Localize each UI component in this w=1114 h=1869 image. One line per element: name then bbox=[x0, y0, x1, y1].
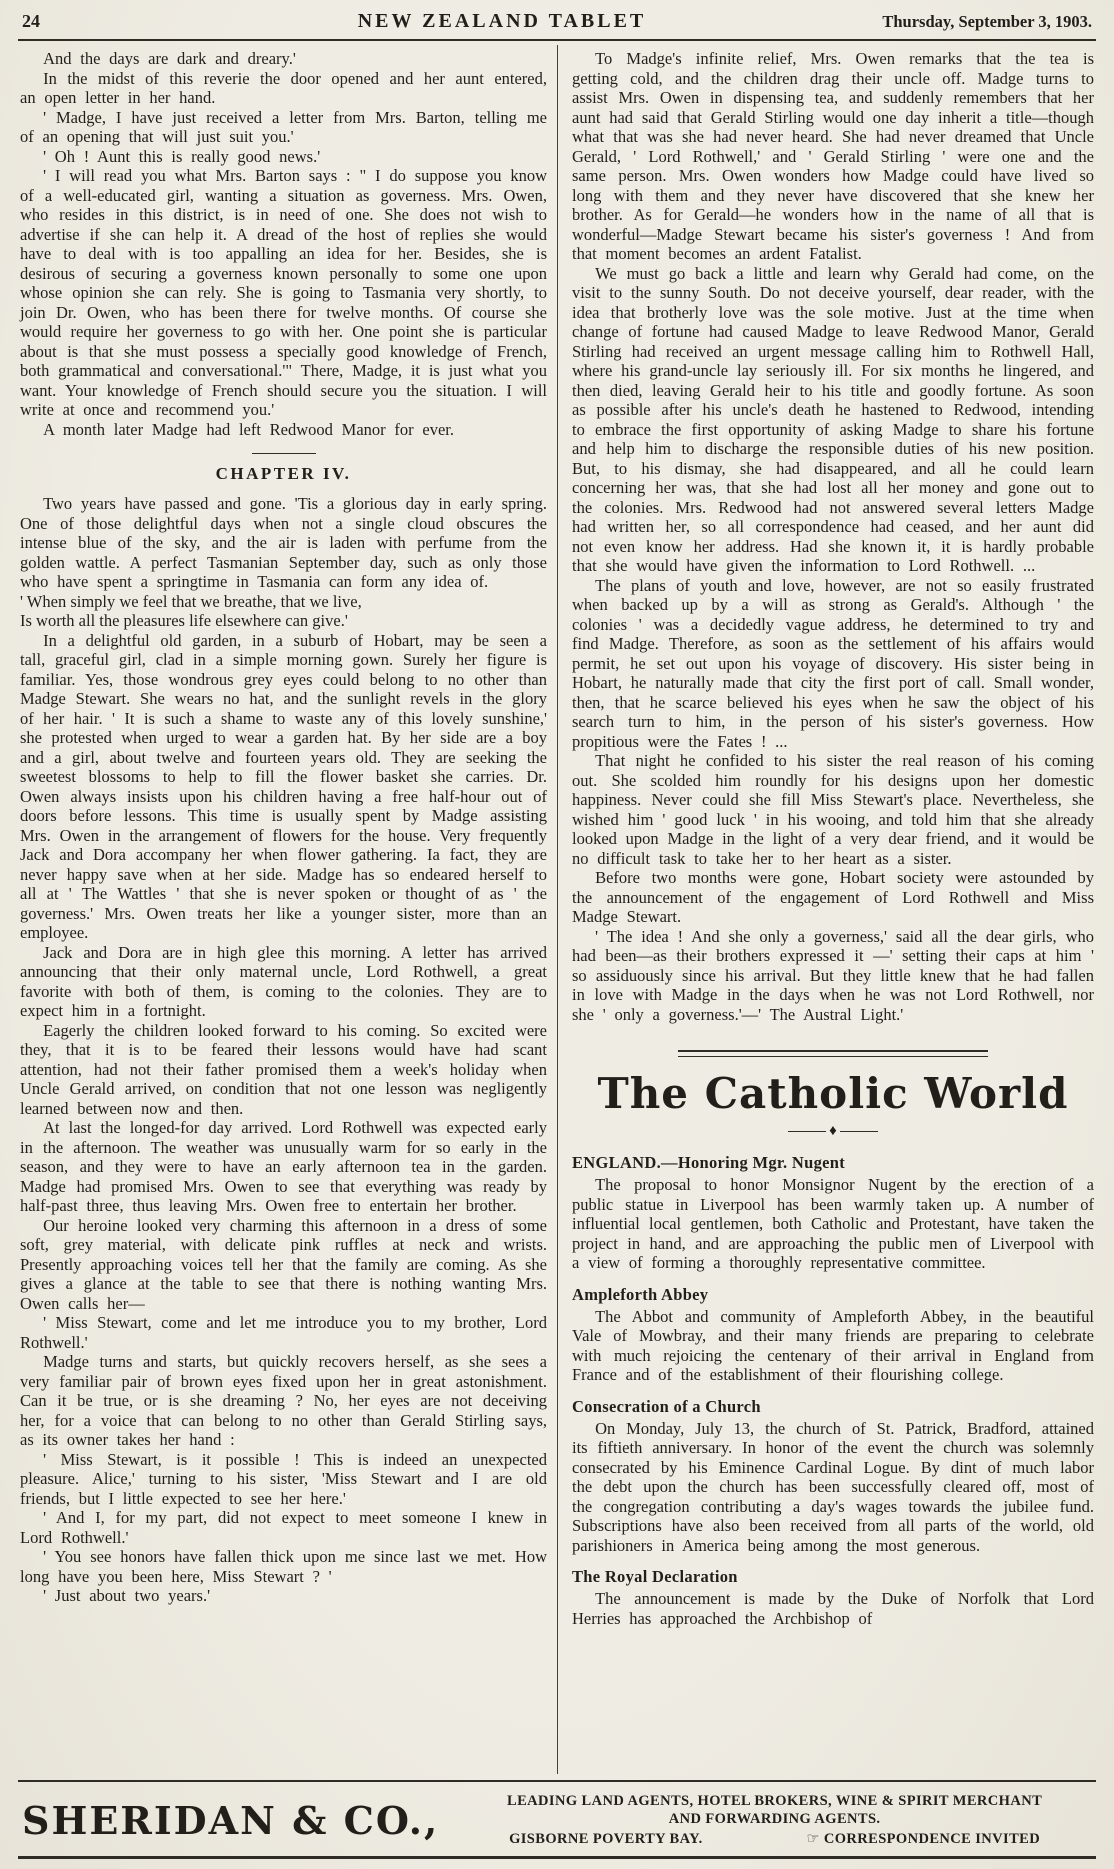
advertiser-name: SHERIDAN & CO., bbox=[22, 1797, 440, 1843]
ad-correspondence-label: CORRESPONDENCE INVITED bbox=[823, 1831, 1041, 1847]
catholic-world-title: The Catholic World bbox=[597, 1069, 1069, 1118]
section-paragraph: The announcement is made by the Duke of Norfolk that Lord Herries has approached the Archbishop of bbox=[572, 1589, 1094, 1628]
paragraph: ' Oh ! Aunt this is really good news.' bbox=[43, 146, 321, 166]
section-paragraph: On Monday, July 13, the church of St. Patrick, Bradford, attained its fiftieth anniversary. In honor of the event the church was solemnly consecrated by his Eminence Cardinal Logue. By dint of much labor the debt upon the church has been successfully cleared off, most of the congregation contributing a day's wages towards the jubilee fund. Subscriptions have also been received from all parts of the world, old parishioners in America being among the most generous. bbox=[572, 1418, 1094, 1555]
diamond-ornament bbox=[572, 1124, 1094, 1139]
paragraph: Madge turns and starts, but quickly recovers herself, as she sees a very familiar pair of brown eyes fixed upon her in great astonishment. Can it be true, or is she dreaming ? No, her eyes are not deceiving her, for a voice that can belong to no other than Gerald Stirling says, as its owner takes her hand : bbox=[20, 1352, 547, 1449]
diamond-icon: ♦ bbox=[829, 1123, 837, 1139]
verse-line: Is worth all the pleasures life elsewhere can give.' bbox=[20, 611, 348, 630]
ad-location: GISBORNE POVERTY BAY. bbox=[509, 1831, 703, 1847]
section-paragraph: The proposal to honor Monsignor Nugent by the erection of a public statue in Liverpool has been warmly taken up. A number of influential local gentlemen, both Catholic and Protestant, have taken the project in hand, and are approaching the public men of Liverpool with a view of forming a thoroughly representative committee. bbox=[572, 1175, 1094, 1272]
paragraph: ' Madge, I have just received a letter from Mrs. Barton, telling me of an opening that will just suit you.' bbox=[20, 107, 547, 146]
pointing-hand-icon: ☞ bbox=[806, 1831, 820, 1847]
ad-text-block bbox=[457, 1792, 1092, 1848]
double-rule-ornament bbox=[678, 1050, 988, 1057]
paragraph: ' And I, for my part, did not expect to meet someone I knew in Lord Rothwell.' bbox=[20, 1508, 547, 1547]
catholic-world-section bbox=[572, 1050, 1094, 1628]
paragraph: Eagerly the children looked forward to his coming. So excited were they, that it is to be feared their lessons would have had scant attention, had not their father promised them a week's holiday when Uncle Gerald arrived, on condition that not one lesson was negligently learned between now and then. bbox=[20, 1020, 547, 1118]
paragraph: Our heroine looked very charming this afternoon in a dress of some soft, grey material, with delicate pink ruffles at neck and wrists. Presently approaching voices tell her that the family are coming. As she gives a glance at the table to see that there is nothing wanting Mrs. Owen calls her— bbox=[20, 1215, 547, 1313]
paragraph: ' I will read you what Mrs. Barton says : " I do suppose you know of a well-educated girl, wanting a situation as governess. Mrs. Owen, who resides in this district, is in need of one. She does not wish to advertise if she can help it. A dread of the host of replies she would have to deal with is too appalling an idea for her. Besides, she is desirous of securing a governess known personally to some one upon whose opinion she can rely. She is going to Tasmania very shortly, to join Dr. Owen, who has been there for twelve months. Of course she would require her governess to go with her. One point she is particular about is that she must possess a specially good knowledge of French, both grammatical and conversational.'" There, Madge, it is just what you want. Your knowledge of French should secure you the situation. I will write at once and recommend you.' bbox=[20, 166, 547, 419]
right-column bbox=[557, 45, 1096, 1774]
page-number: 24 bbox=[22, 11, 40, 31]
paragraph: Jack and Dora are in high glee this morning. A letter has arrived announcing that their only maternal uncle, Lord Rothwell, a great favorite with both of them, is coming to the colonies. They are to expect him in a fortnight. bbox=[20, 942, 547, 1020]
paragraph: We must go back a little and learn why Gerald had come, on the visit to the sunny South. Do not deceive yourself, dear reader, with the idea that brotherly love was the sole motive. Just at the time when change of fortune had caused Madge to leave Redwood Manor, Gerald Stirling had received an urgent message calling him to Rothwell Hall, where his grand-uncle lay seriously ill. For six months he lingered, and then died, leaving Gerald heir to his title and goodly fortune. As soon as possible after his uncle's death he hastened to Redwood, intending to embrace the first opportunity of asking Madge to share his fortune and help him to discharge the responsible duties of his new position. But, to his dismay, she had disappeared, and all he could learn concerning her was, that she had lost all her money and gone out to the colonies. Mrs. Redwood had not answered several letters Madge had written her, so all correspondence had ceased, and her aunt did not even know her address. Had she known it, it is hardly probable that she would have given the information to Lord Rothwell. ... bbox=[572, 263, 1094, 575]
paragraph: In the midst of this reverie the door opened and her aunt entered, an open letter in her hand. bbox=[20, 68, 547, 107]
section-heading: The Royal Declaration bbox=[572, 1567, 738, 1586]
verse-line: ' When simply we feel that we breathe, that we live, bbox=[20, 591, 362, 611]
ornament-line bbox=[788, 1131, 826, 1133]
paragraph: ' Miss Stewart, come and let me introduce you to my brother, Lord Rothwell.' bbox=[20, 1313, 547, 1352]
paragraph: A month later Madge had left Redwood Manor for ever. bbox=[43, 419, 454, 439]
chapter-divider-rule bbox=[252, 453, 316, 454]
paragraph: To Madge's infinite relief, Mrs. Owen remarks that the tea is getting cold, and the children drag their uncle off. Madge turns to assist Mrs. Owen in dispensing tea, and suddenly remembers that her aunt had said that Gerald Stirling would one day inherit a title—though what that was she had never heard. She had never dreamed that Uncle Gerald, ' Lord Rothwell,' and ' Gerald Stirling ' were one and the same person. Mrs. Owen wonders how Madge could have lived so long with them and they never have discovered that she knew her brother. As for Gerald—he wonders how in the name of all that is wonderful—Madge Stewart became his sister's governess ! And from that moment becomes an ardent Fatalist. bbox=[572, 49, 1094, 263]
ornament-line bbox=[840, 1131, 878, 1133]
issue-date: Thursday, September 3, 1903. bbox=[882, 12, 1092, 31]
page-header bbox=[18, 8, 1096, 41]
ad-line: LEADING LAND AGENTS, HOTEL BROKERS, WINE & SPIRIT MERCHANT bbox=[507, 1793, 1043, 1809]
ad-correspondence bbox=[806, 1830, 1040, 1848]
left-column bbox=[18, 45, 557, 1774]
paragraph: At last the longed-for day arrived. Lord Rothwell was expected early in the afternoon. The weather was unusually warm for so early in the season, and they were to have an early afternoon tea in the garden. Madge had promised Mrs. Owen to see that everything was ready by half-past three, thus leaving Mrs. Owen free to entertain her brother. bbox=[20, 1118, 547, 1215]
paragraph: That night he confided to his sister the real reason of his coming out. She scolded him roundly for his designs upon her domestic happiness. Never could she fill Miss Stewart's place. Nevertheless, she wished him ' good luck ' in his wooing, and told him that she already looked upon Madge in the light of a very dear friend, and it would be no difficult task to take her to her heart as a sister. bbox=[572, 751, 1094, 868]
paragraph: The plans of youth and love, however, are not so easily frustrated when backed up by a will as strong as Gerald's. Although ' the colonies ' was a decidedly vague address, he determined to try and find Madge. Therefore, as soon as the settlement of his affairs would permit, he set out upon his voyage of discovery. His sister being in Hobart, he naturally made that city the first port of call. Small wonder, then, that he scarce believed his eyes when he saw the object of his search turn to him, in the person of his sister's governess. How propitious were the Fates ! ... bbox=[572, 575, 1094, 751]
chapter-heading: CHAPTER IV. bbox=[215, 464, 352, 483]
paragraph: Two years have passed and gone. 'Tis a glorious day in early spring. One of those delightful days when not a single cloud obscures the intense blue of the sky, and the air is laden with perfume from the golden wattle. A perfect Tasmanian September day, such as only those who have spent a springtime in Tasmania can form any idea of. bbox=[20, 494, 547, 591]
newspaper-title: NEW ZEALAND TABLET bbox=[357, 10, 647, 32]
paragraph: And the days are dark and dreary.' bbox=[43, 49, 296, 68]
paragraph: ' Miss Stewart, is it possible ! This is indeed an unexpected pleasure. Alice,' turning to his sister, 'Miss Stewart and I are old friends, but I little expected to see her here.' bbox=[20, 1449, 547, 1508]
paragraph: ' Just about two years.' bbox=[43, 1586, 211, 1605]
paragraph: ' The idea ! And she only a governess,' said all the dear girls, who had been—as their brothers expressed it —' setting their caps at him ' so assiduously since his arrival. But they little knew that he had fallen in love with Madge in the days when he was not Lord Rothwell, nor she ' only a governess.'—' The Austral Light.' bbox=[572, 926, 1094, 1024]
paragraph: Before two months were gone, Hobart society were astounded by the announcement of the engagement of Lord Rothwell and Miss Madge Stewart. bbox=[572, 868, 1094, 926]
section-heading: ENGLAND.—Honoring Mgr. Nugent bbox=[572, 1153, 846, 1172]
section-paragraph: The Abbot and community of Ampleforth Abbey, in the beautiful Vale of Mowbray, and their many friends are preparing to celebrate with much rejoicing the centenary of their arrival in England from France and of the establishment of their flourishing college. bbox=[572, 1306, 1094, 1384]
story-columns bbox=[18, 45, 1096, 1774]
paragraph: ' You see honors have fallen thick upon me since last we met. How long have you been here, Miss Stewart ? ' bbox=[20, 1547, 547, 1586]
footer-ad bbox=[18, 1780, 1096, 1859]
section-heading: Ampleforth Abbey bbox=[572, 1284, 709, 1304]
ad-line: AND FORWARDING AGENTS. bbox=[668, 1811, 881, 1827]
paragraph: In a delightful old garden, in a suburb of Hobart, may be seen a tall, graceful girl, clad in a simple morning gown. Surely her figure is familiar. Yes, those wondrous grey eyes could belong to no other than Madge Stewart. She wears no hat, and the sunlight revels in the glory of her hair. ' It is such a shame to waste any of this lovely sunshine,' she protested when urged to wear a garden hat. By her side are a boy and a girl, about twelve and fourteen years old. They are seeking the sweetest blossoms to help to fill the flower basket she carries. Dr. Owen always insists upon his children having a free half-hour out of doors before lessons. This time is usually spent by Madge assisting Mrs. Owen in the arrangement of flowers for the house. Very frequently Jack and Dora accompany her when flower gathering. Ia fact, they are never happy save when at her side. Madge has so endeared herself to all at ' The Wattles ' that she is never spoken or thought of as ' the governess.' Mrs. Owen treats her like a younger sister, more than an employee. bbox=[20, 630, 547, 942]
section-heading: Consecration of a Church bbox=[572, 1396, 761, 1416]
ad-line bbox=[457, 1830, 1092, 1848]
